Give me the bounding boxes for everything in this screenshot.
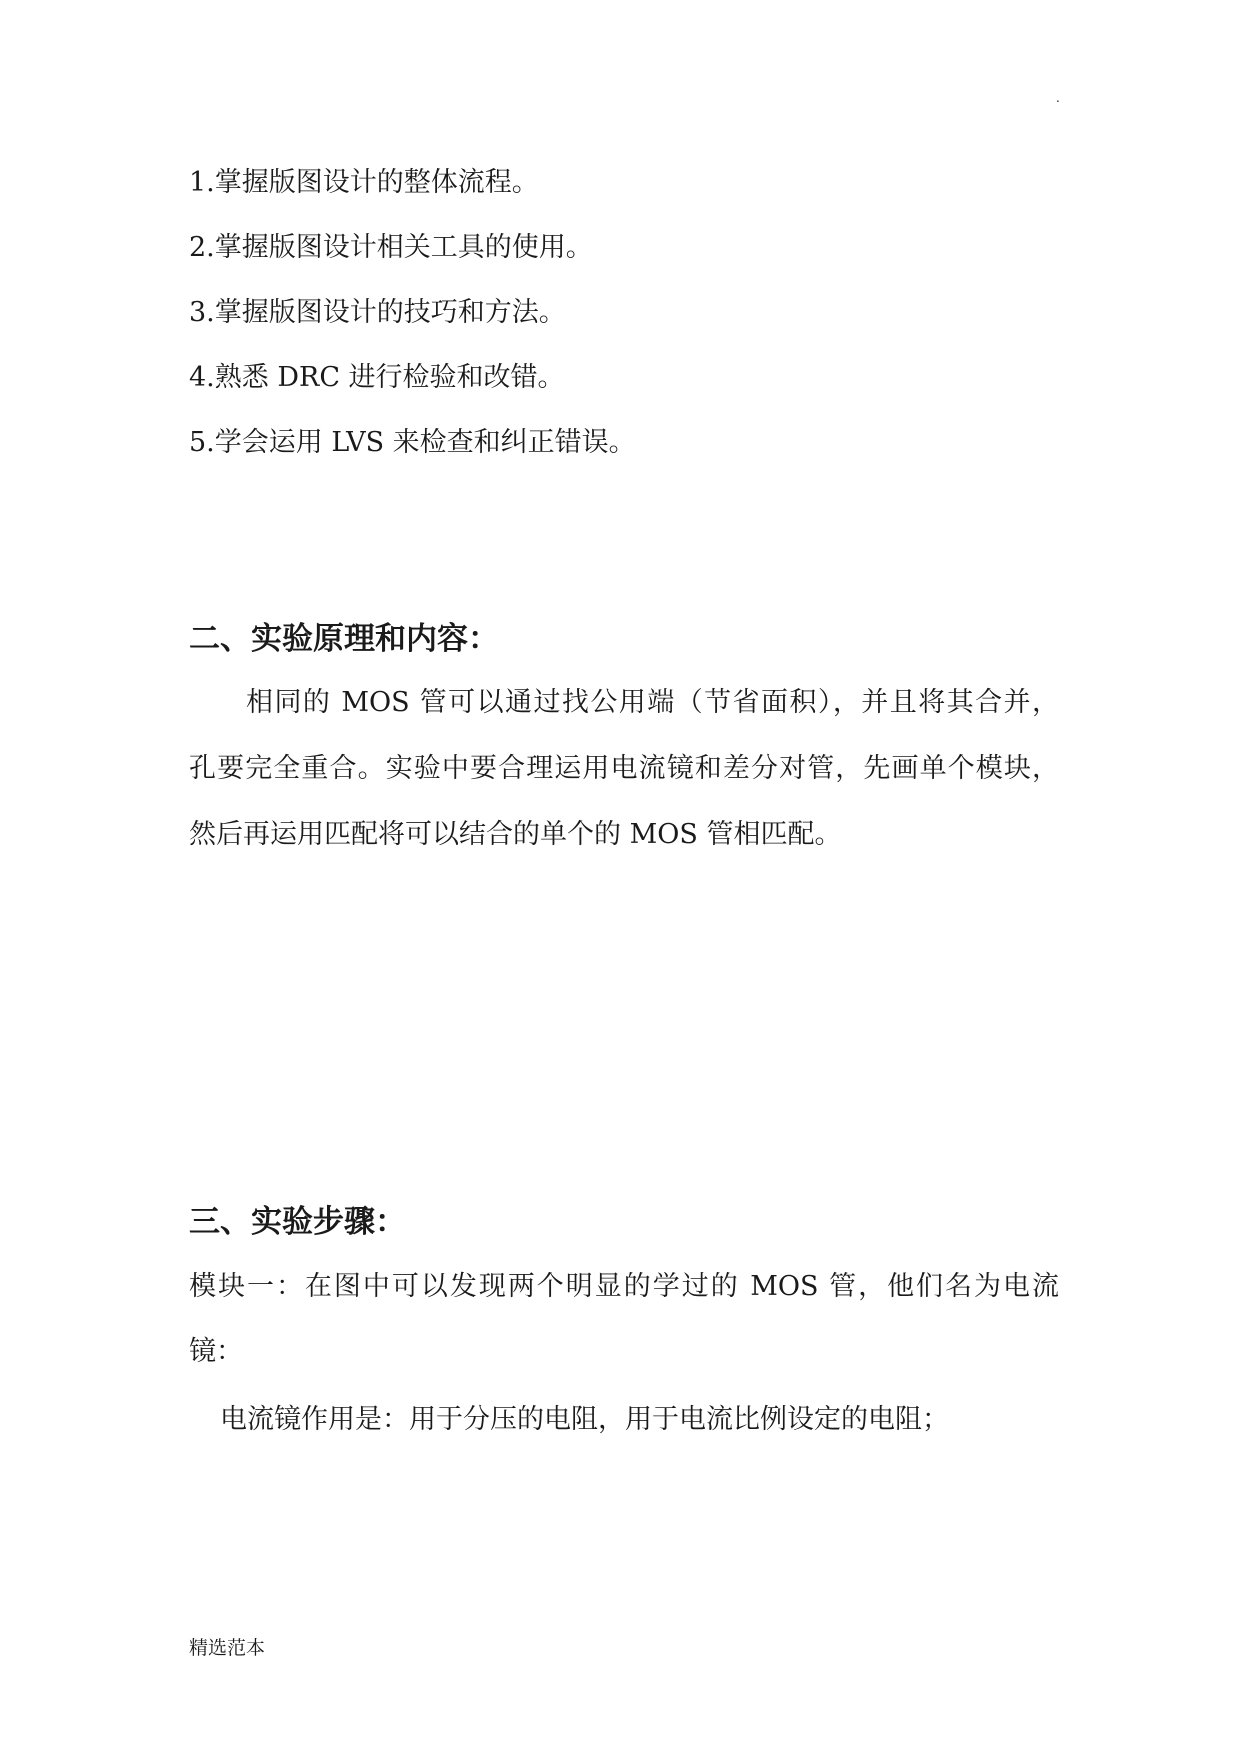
principle-line-2: 孔要完全重合。实验中要合理运用电流镜和差分对管，先画单个模块， — [189, 753, 1059, 784]
header-mark: . — [1056, 91, 1060, 105]
objective-item-1: 1.掌握版图设计的整体流程。 — [189, 167, 539, 198]
steps-line-2: 镜： — [189, 1336, 243, 1367]
footer-label: 精选范本 — [189, 1637, 266, 1659]
objective-item-4: 4.熟悉 DRC 进行检验和改错。 — [189, 362, 565, 393]
objective-item-2: 2.掌握版图设计相关工具的使用。 — [189, 232, 593, 263]
principle-line-1: 相同的 MOS 管可以通过找公用端（节省面积），并且将其合并， — [246, 687, 1059, 718]
objective-item-3: 3.掌握版图设计的技巧和方法。 — [189, 297, 566, 328]
section-heading-steps: 三、实验步骤： — [189, 1204, 406, 1240]
principle-line-3: 然后再运用匹配将可以结合的单个的 MOS 管相匹配。 — [189, 819, 842, 850]
steps-line-1: 模块一：在图中可以发现两个明显的学过的 MOS 管，他们名为电流 — [189, 1271, 1059, 1302]
objective-item-5: 5.学会运用 LVS 来检查和纠正错误。 — [189, 427, 636, 458]
section-heading-principle: 二、实验原理和内容： — [189, 621, 499, 657]
steps-line-3: 电流镜作用是：用于分压的电阻，用于电流比例设定的电阻； — [220, 1404, 949, 1435]
